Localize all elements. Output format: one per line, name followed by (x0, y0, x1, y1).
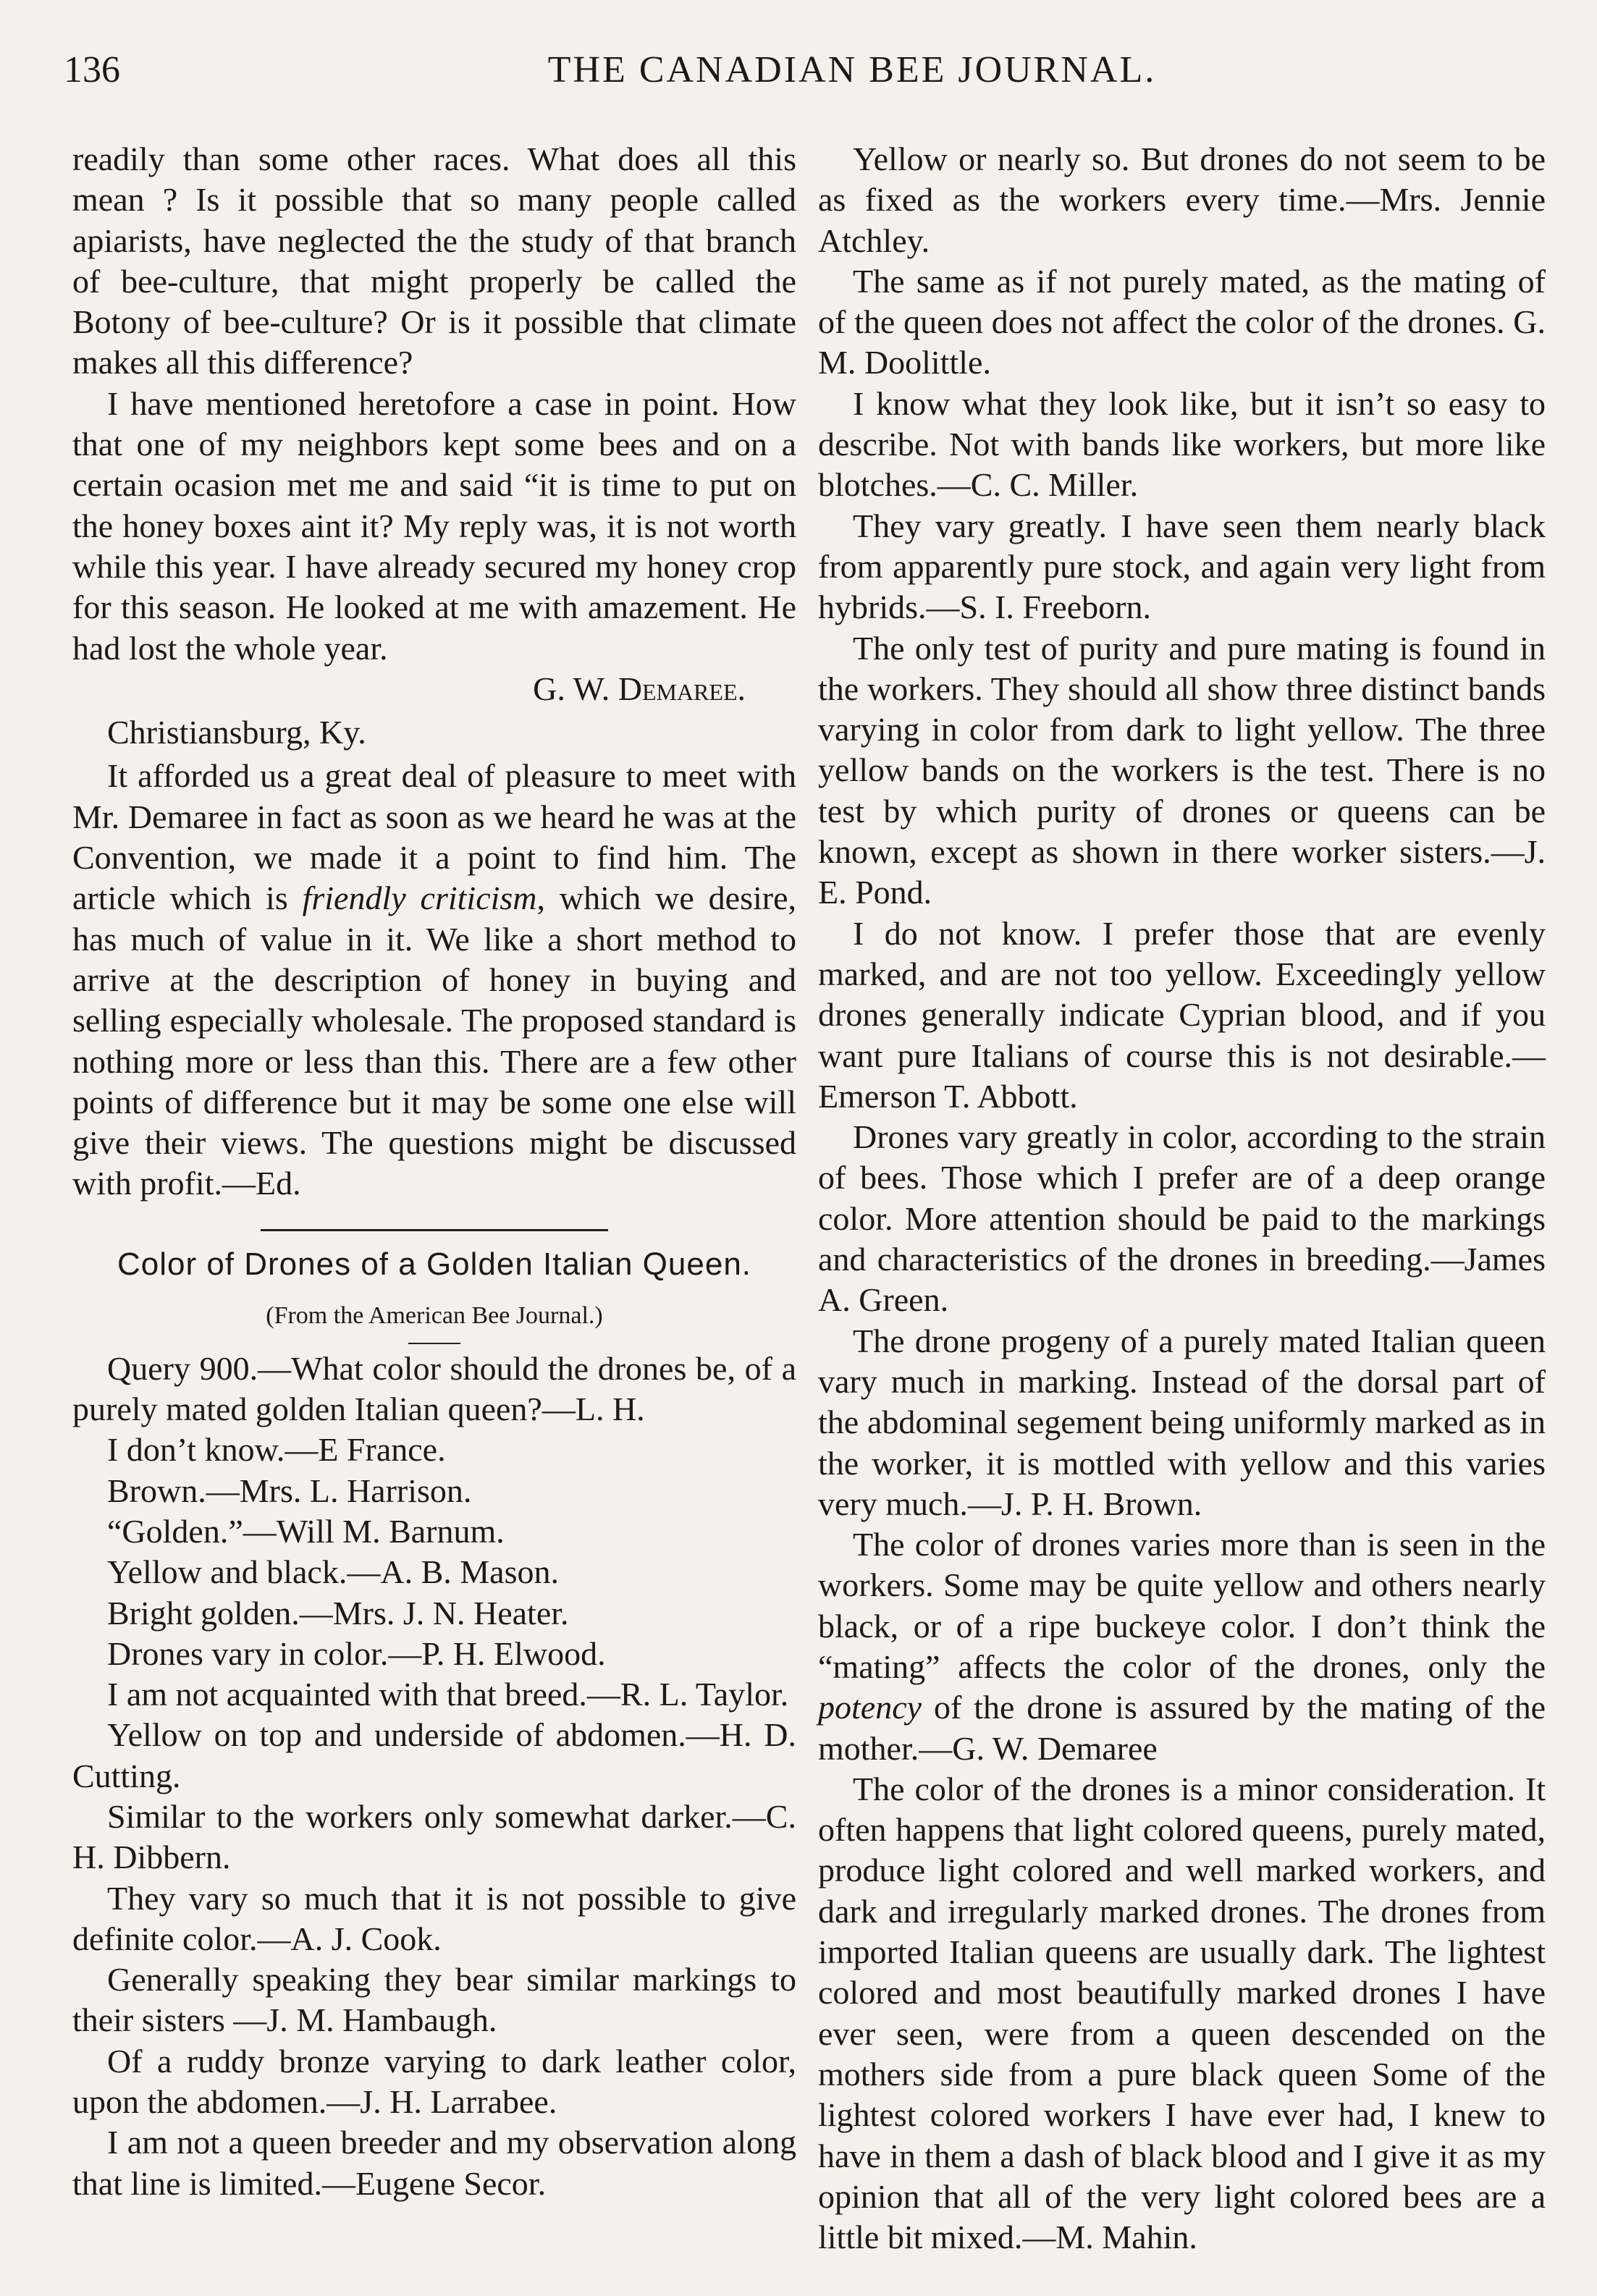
answer-item: Drones vary greatly in color, according to the strain of bees. Those which I prefer are of a deep orange color. More attention should be paid to the markings and characteristics of the drones in breeding.—James A. Green. (818, 1118, 1546, 1319)
answer-item: Bright golden.—Mrs. J. N. Heater. (107, 1594, 569, 1632)
answer-item: They vary so much that it is not possible to give definite color.—A. J. Cook. (72, 1879, 796, 1957)
article-paragraph: I have mentioned heretofore a case in point. How that one of my neighbors kept some bees and on a certain ocasion met me and said “it is time to put on the honey boxes aint it? My reply was, it is not worth while this year. I have already secured my honey crop for this season. He looked at me with amazement. He had lost the whole year. (72, 384, 796, 667)
query-text: Query 900.—What color should the drones be, of a purely mated golden Italian queen?—L. H. (72, 1349, 796, 1428)
short-divider (408, 1343, 460, 1344)
editorial-emphasis: friendly criticism (302, 879, 537, 917)
answer-item: Similar to the workers only somewhat darker.—C. H. Dibbern. (72, 1797, 796, 1876)
answer-item: They vary greatly. I have seen them nearly black from apparently pure stock, and again very light from hybrids.—S. I. Freeborn. (818, 507, 1546, 626)
answer-item: I don’t know.—E France. (107, 1431, 446, 1469)
answer-item: Yellow and black.—A. B. Mason. (107, 1553, 559, 1591)
author-signature: G. W. Demaree. (533, 670, 746, 707)
answer-text: The color of drones varies more than is seen in the workers. Some may be quite yellow and others nearly black, or of a ripe buckeye color. I don’t think the “mating” affects the color of the drones, only the (818, 1526, 1546, 1685)
answer-item: I do not know. I prefer those that are evenly marked, and are not too yellow. Exceedingly yellow drones generally indicate Cyprian blood, and if you want pure Italians of course this is not desirable.—Emerson T. Abbott. (818, 914, 1546, 1115)
page-number: 136 (64, 49, 120, 90)
answer-item: Of a ruddy bronze varying to dark leather color, upon the abdomen.—J. H. Larrabee. (72, 2042, 796, 2121)
left-column (72, 139, 796, 2204)
right-column (818, 139, 1546, 2258)
section-title: Color of Drones of a Golden Italian Queen. (117, 1246, 752, 1282)
answer-item: I am not acquainted with that breed.—R. L. Taylor. (107, 1676, 789, 1713)
author-location: Christiansburg, Ky. (107, 714, 366, 751)
answer-item: The drone progeny of a purely mated Italian queen vary much in marking. Instead of the dorsal part of the abdominal segement being uniformly marked as in the worker, it is mottled with yellow and this varies very much.—J. P. H. Brown. (818, 1322, 1546, 1522)
answer-item: The only test of purity and pure mating is found in the workers. They should all show three distinct bands varying in color from dark to light yellow. The three yellow bands on the workers is the test. There is no test by which purity of drones or queens can be known, except as shown in there worker sisters.—J. E. Pond. (818, 629, 1546, 911)
editorial-note (72, 756, 796, 1204)
answer-text: of the drone is assured by the mating of the mother.—G. W. Demaree (818, 1689, 1546, 1767)
editorial-text: , which we desire, has much of value in it. We like a short method to arrive at the description of honey in buying and selling especially wholesale. The proposed standard is nothing more or less than this. There are a few other points of difference but it may be some one else will give their views. The questions might be discussed with profit.—Ed. (72, 879, 796, 1202)
editorial-text: It afforded us a great deal of pleasure to meet with Mr. Demaree in fact as soon as we heard he was at the Convention, we made it a point to find him. The article which is (72, 757, 796, 917)
answer-item: I know what they look like, but it isn’t so easy to describe. Not with bands like workers, but more like blotches.—C. C. Miller. (818, 384, 1546, 504)
answer-item: Brown.—Mrs. L. Harrison. (107, 1472, 472, 1509)
journal-title: THE CANADIAN BEE JOURNAL. (547, 49, 1157, 90)
answer-item: Drones vary in color.—P. H. Elwood. (107, 1634, 606, 1672)
page-header (64, 45, 1532, 96)
answer-item: Yellow or nearly so. But drones do not seem to be as fixed as the workers every time.—Mrs. Jennie Atchley. (818, 140, 1546, 259)
answer-item: The same as if not purely mated, as the mating of of the queen does not affect the color of the drones. G. M. Doolittle. (818, 262, 1546, 381)
answer-item (818, 1524, 1546, 1769)
answer-item: The color of the drones is a minor consideration. It often happens that light colored queens, purely mated, produce light colored and well marked workers, and dark and irregularly marked drones. The drones from imported Italian queens are usually dark. The lightest colored and most beautifully marked drones I have ever seen, were from a queen descended on the mothers side from a pure black queen Some of the lightest colored workers I have ever had, I knew to have in them a dash of black blood and I give it as my opinion that all of the very light colored bees are a little bit mixed.—M. Mahin. (818, 1770, 1546, 2256)
answer-emphasis: potency (818, 1689, 922, 1726)
article-paragraph: readily than some other races. What does all this mean ? Is it possible that so many people called apiarists, have neglected the the study of that branch of bee-culture, that might properly be called the Botony of bee-culture? Or is it possible that climate makes all this difference? (72, 140, 796, 381)
section-divider (261, 1229, 608, 1231)
answer-item: Yellow on top and underside of abdomen.—H. D. Cutting. (72, 1716, 796, 1794)
answer-item: Generally speaking they bear similar markings to their sisters —J. M. Hambaugh. (72, 1961, 796, 2039)
answer-item: “Golden.”—Will M. Barnum. (107, 1512, 505, 1550)
source-credit: (From the American Bee Journal.) (266, 1301, 603, 1329)
answer-item: I am not a queen breeder and my observation along that line is limited.—Eugene Secor. (72, 2124, 796, 2202)
